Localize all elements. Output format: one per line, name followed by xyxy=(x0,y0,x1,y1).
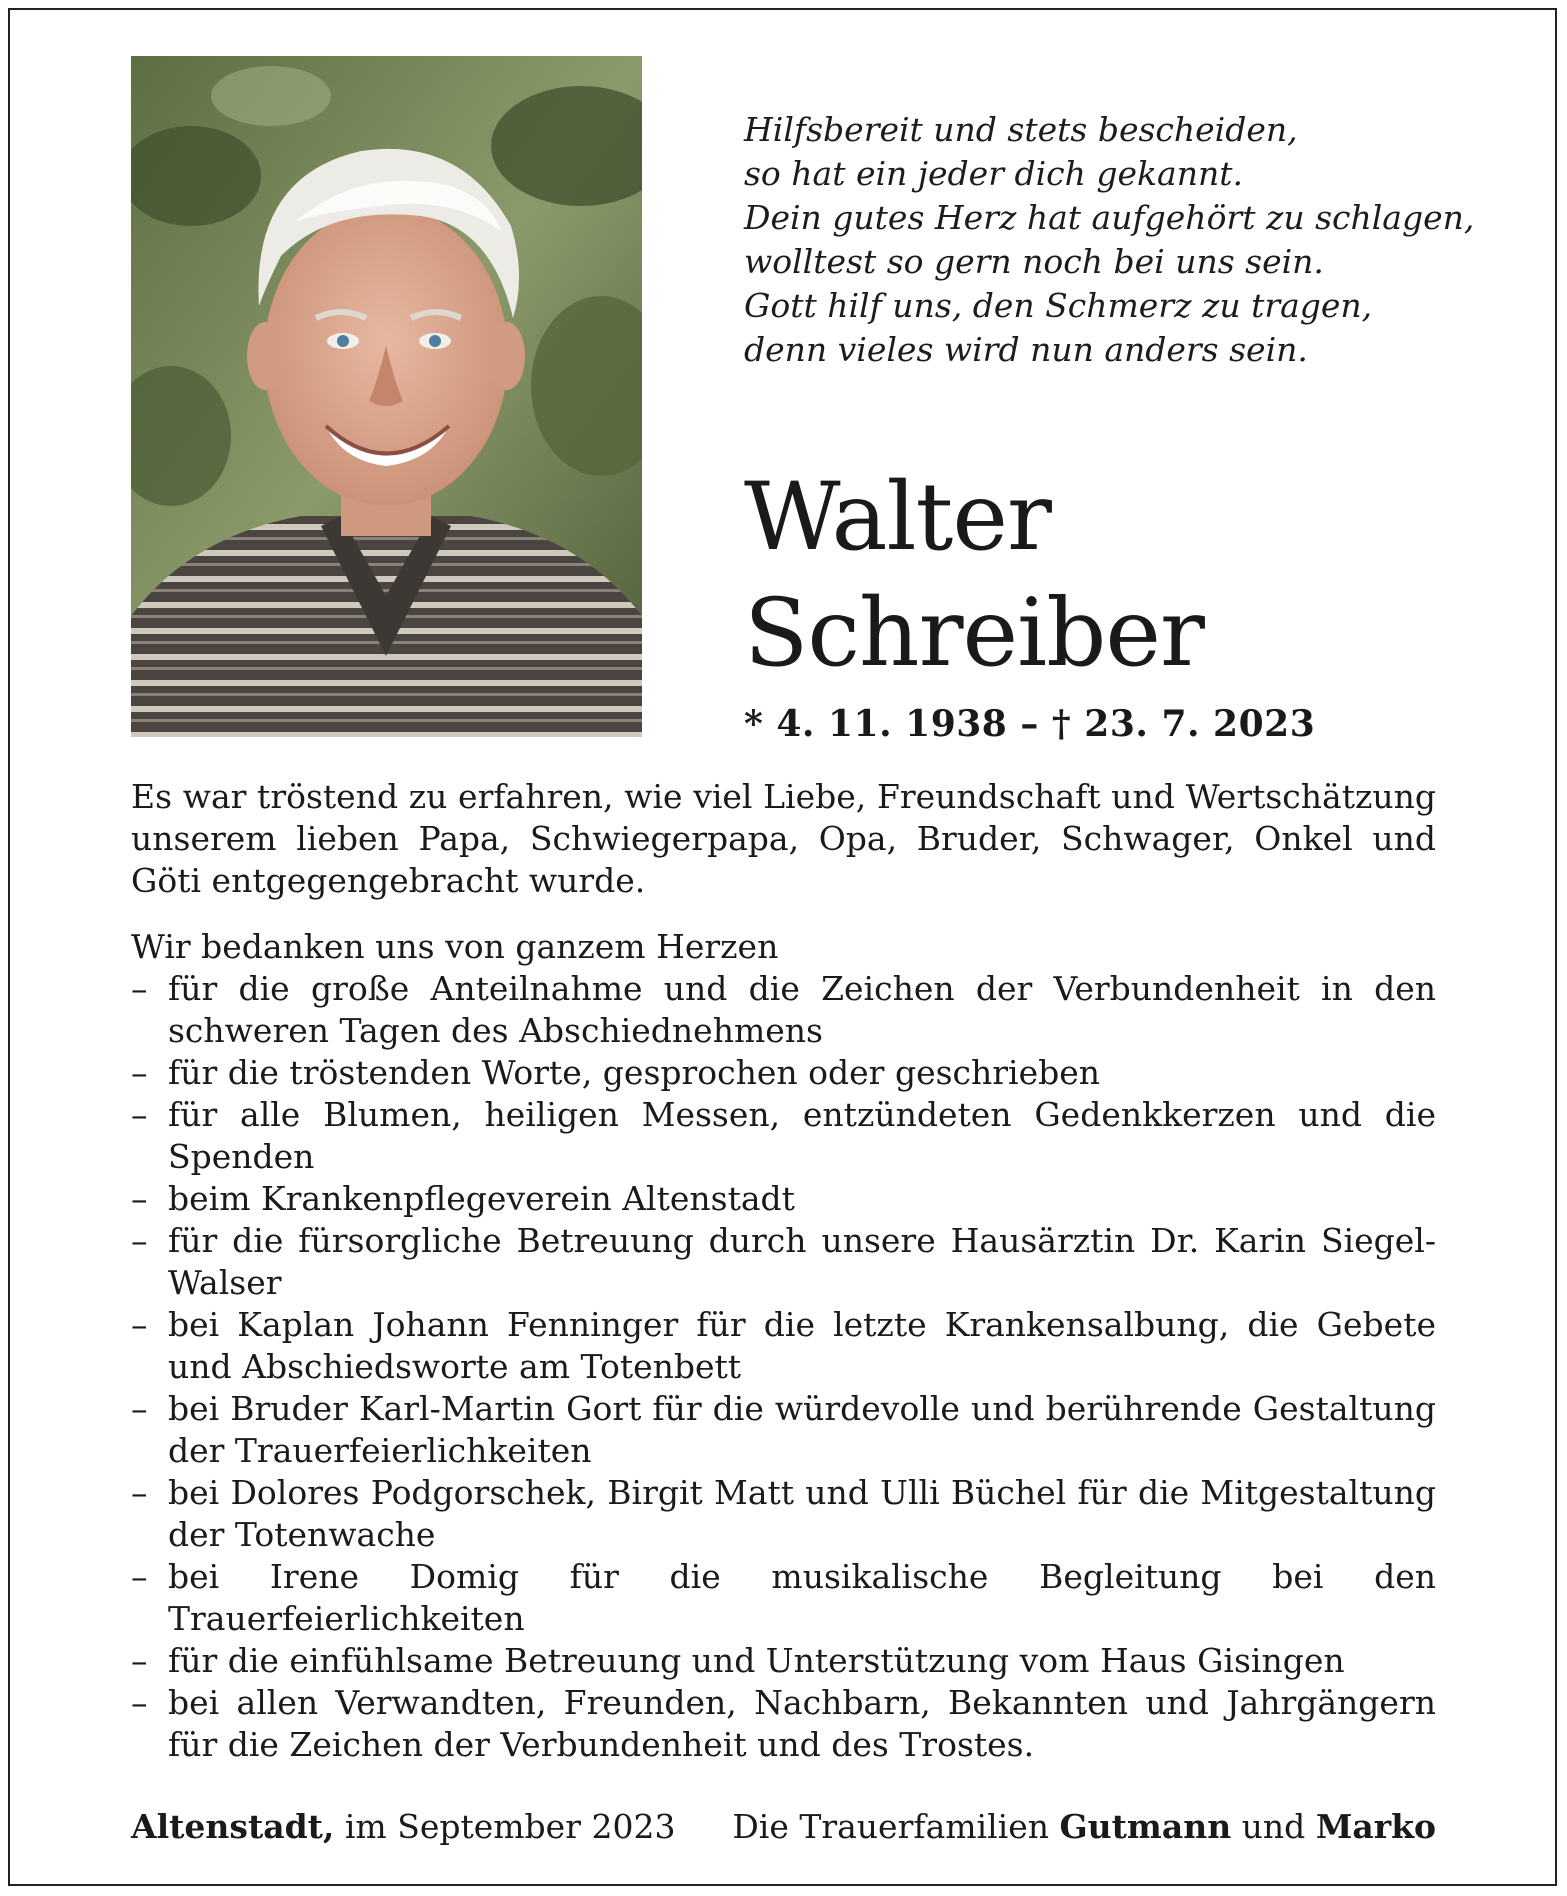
dash: – xyxy=(131,1095,148,1134)
thanks-heading: Wir bedanken uns von ganzem Herzen xyxy=(131,927,779,966)
obituary-body xyxy=(131,776,1436,1766)
list-item: – bei Irene Domig für die musikalische Begleitung bei den Trauerfeierlichkeiten xyxy=(131,1557,1436,1638)
poem-line: wolltest so gern noch bei uns sein. xyxy=(744,242,1324,281)
list-item: – beim Krankenpflegeverein Altenstadt xyxy=(131,1179,795,1218)
dash: – xyxy=(131,1179,148,1218)
list-item: – für die einfühlsame Betreuung und Unterstützung vom Haus Gisingen xyxy=(131,1641,1345,1680)
dash: – xyxy=(131,1389,148,1428)
birth-date: * 4. 11. 1938 xyxy=(744,703,1008,745)
thanks-list xyxy=(131,968,1436,1766)
family-name: Gutmann xyxy=(1059,1807,1232,1846)
dash: – xyxy=(131,1473,148,1512)
portrait-photo xyxy=(131,56,642,737)
life-dates xyxy=(744,703,1315,745)
intro-paragraph: Es war tröstend zu erfahren, wie viel Liebe, Freundschaft und Wertschätzung unserem lieben Papa, Schwiegerpapa, Opa, Bruder, Schwager, Onkel und Göti entgegengebracht wurde. xyxy=(131,777,1436,900)
memorial-poem xyxy=(744,108,1475,372)
last-name: Schreiber xyxy=(744,579,1204,688)
deceased-name xyxy=(744,460,1464,692)
date: im September 2023 xyxy=(334,1807,676,1846)
place-date xyxy=(131,1806,675,1848)
dash: – xyxy=(131,1557,148,1596)
place: Altenstadt, xyxy=(131,1807,335,1846)
family-name: Marko xyxy=(1315,1807,1436,1846)
list-item: – für alle Blumen, heiligen Messen, entzündeten Gedenkkerzen und die Spenden xyxy=(131,1095,1436,1176)
first-name: Walter xyxy=(744,463,1051,572)
death-date: † 23. 7. 2023 xyxy=(1051,703,1316,745)
families: Die Trauerfamilien Gutmann und Marko xyxy=(732,1807,1436,1846)
dash: – xyxy=(131,1053,148,1092)
list-item: – bei Bruder Karl-Martin Gort für die würdevolle und berührende Gestaltung der Trauerfeierlichkeiten xyxy=(131,1389,1436,1470)
poem-line: Gott hilf uns, den Schmerz zu tragen, xyxy=(744,286,1373,325)
poem-line: denn vieles wird nun anders sein. xyxy=(744,330,1308,369)
date-separator: – xyxy=(1007,703,1052,745)
list-item: – für die große Anteilnahme und die Zeichen der Verbundenheit in den schweren Tagen des Abschiednehmens xyxy=(131,969,1436,1050)
poem-line: Dein gutes Herz hat aufgehört zu schlagen, xyxy=(744,198,1475,237)
poem-line: so hat ein jeder dich gekannt. xyxy=(744,154,1243,193)
signature-line xyxy=(131,1806,1436,1848)
dash: – xyxy=(131,1683,148,1722)
list-item: – bei allen Verwandten, Freunden, Nachbarn, Bekannten und Jahrgängern für die Zeichen der Verbundenheit und des Trostes. xyxy=(131,1683,1436,1764)
dash: – xyxy=(131,1221,148,1260)
list-item: – für die fürsorgliche Betreuung durch unsere Hausärztin Dr. Karin Siegel-Walser xyxy=(131,1221,1436,1302)
dash: – xyxy=(131,969,148,1008)
dash: – xyxy=(131,1641,148,1680)
poem-line: Hilfsbereit und stets bescheiden, xyxy=(744,110,1298,149)
list-item: – für die tröstenden Worte, gesprochen oder geschrieben xyxy=(131,1053,1101,1092)
list-item: – bei Kaplan Johann Fenninger für die letzte Krankensalbung, die Gebete und Abschiedsworte am Totenbett xyxy=(131,1305,1436,1386)
dash: – xyxy=(131,1305,148,1344)
portrait-illustration xyxy=(131,56,642,737)
list-item: – bei Dolores Podgorschek, Birgit Matt und Ulli Büchel für die Mitgestaltung der Totenwache xyxy=(131,1473,1436,1554)
